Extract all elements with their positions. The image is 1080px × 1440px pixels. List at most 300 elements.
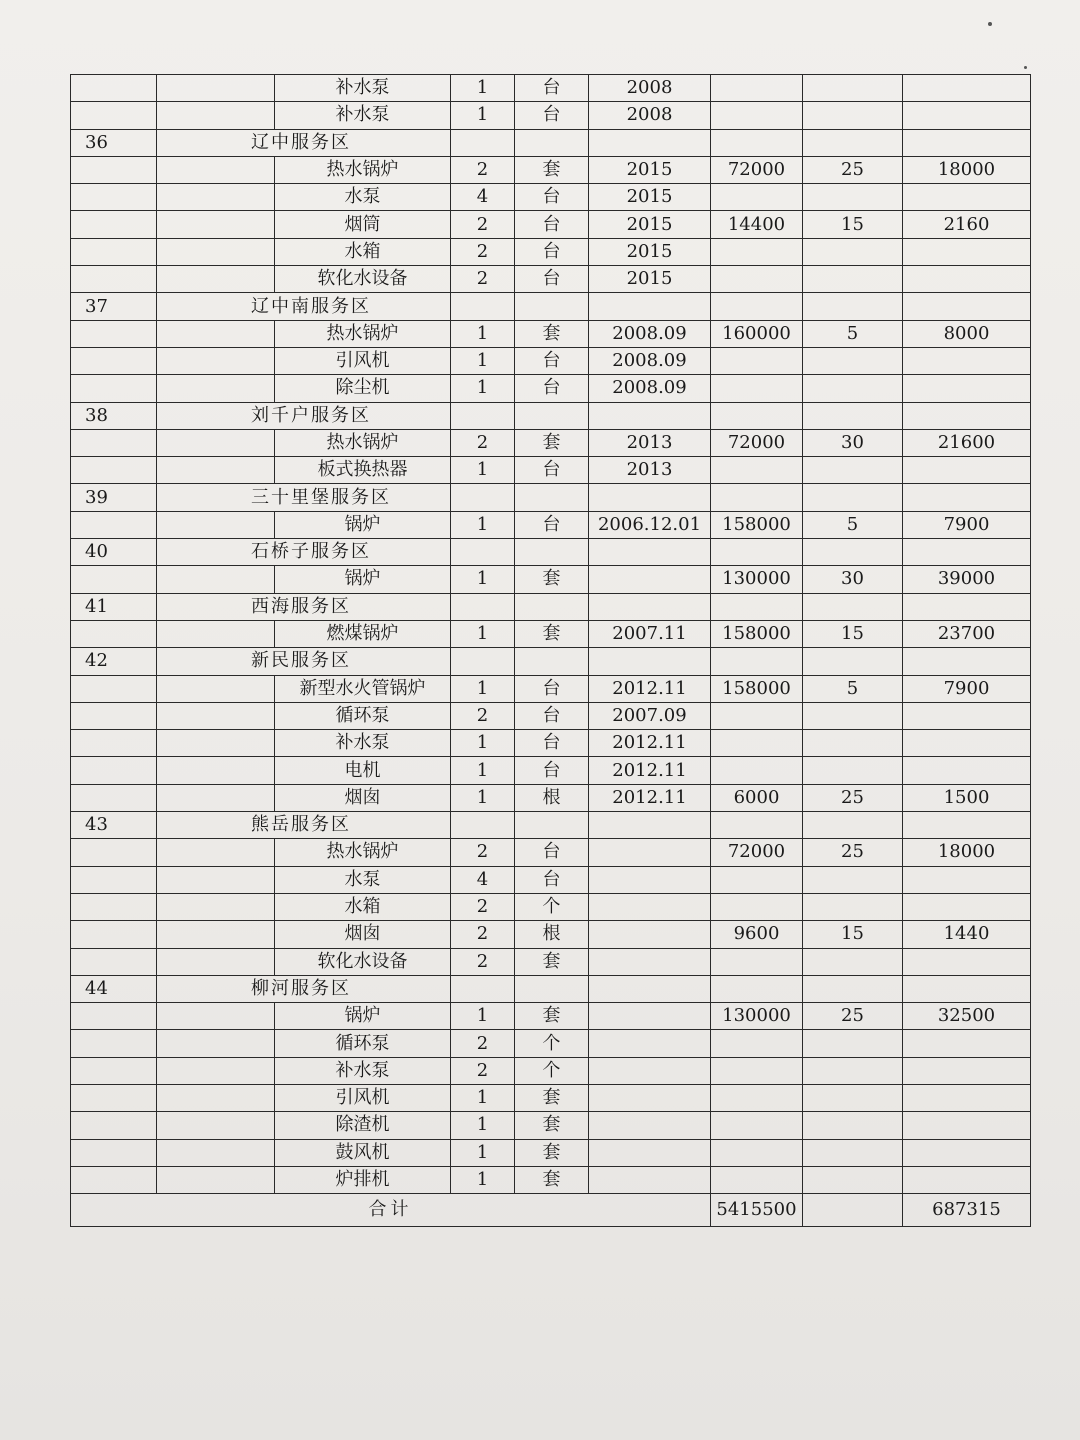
empty-cell [451, 975, 515, 1002]
rate-cell [803, 675, 903, 702]
date-cell [589, 429, 711, 456]
number-cell [71, 266, 157, 293]
quantity-cell-text: 1 [476, 759, 489, 781]
item-name-cell-text: 引风机 [335, 350, 390, 372]
empty-cell [903, 648, 1031, 675]
quantity-cell [451, 375, 515, 402]
rate-cell-text: 15 [841, 923, 864, 945]
site-cell [157, 1166, 275, 1193]
amount-cell [903, 511, 1031, 538]
unit-cell-text: 个 [542, 1059, 561, 1081]
site-number-cell-text: 41 [85, 595, 108, 617]
equipment-table-wrapper [70, 74, 1030, 1227]
empty-cell [903, 484, 1031, 511]
unit-cell [515, 511, 589, 538]
table-row [71, 921, 1031, 948]
amount-cell [903, 866, 1031, 893]
value-cell [711, 1084, 803, 1111]
amount-cell-text: 2160 [943, 213, 990, 235]
amount-cell [903, 1030, 1031, 1057]
quantity-cell [451, 1166, 515, 1193]
value-cell [711, 702, 803, 729]
site-cell [157, 375, 275, 402]
site-cell [157, 429, 275, 456]
date-cell [589, 1084, 711, 1111]
quantity-cell [451, 347, 515, 374]
unit-cell [515, 1030, 589, 1057]
quantity-cell [451, 1030, 515, 1057]
rate-cell-text: 30 [841, 568, 864, 590]
amount-cell-text: 7900 [943, 677, 990, 699]
amount-cell [903, 375, 1031, 402]
quantity-cell-text: 1 [476, 1141, 489, 1163]
empty-cell [711, 484, 803, 511]
number-cell [71, 1057, 157, 1084]
quantity-cell [451, 457, 515, 484]
item-name-cell [275, 211, 451, 238]
rate-cell [803, 1057, 903, 1084]
rate-cell [803, 948, 903, 975]
quantity-cell-text: 2 [476, 923, 489, 945]
item-name-cell [275, 238, 451, 265]
table-row [71, 948, 1031, 975]
site-number-cell [71, 975, 157, 1002]
date-cell-text: 2006.12.01 [597, 513, 702, 535]
unit-cell-text: 台 [542, 213, 561, 235]
value-cell [711, 893, 803, 920]
rate-cell [803, 1139, 903, 1166]
empty-cell [589, 593, 711, 620]
site-cell [157, 75, 275, 102]
item-name-cell-text: 补水泵 [335, 1059, 390, 1081]
site-name-cell-text: 刘千户服务区 [251, 404, 371, 426]
value-cell [711, 102, 803, 129]
number-cell [71, 948, 157, 975]
unit-cell [515, 238, 589, 265]
empty-cell [711, 402, 803, 429]
amount-cell [903, 839, 1031, 866]
number-cell [71, 1030, 157, 1057]
rate-cell [803, 184, 903, 211]
date-cell [589, 266, 711, 293]
site-cell [157, 866, 275, 893]
quantity-cell [451, 511, 515, 538]
item-name-cell [275, 511, 451, 538]
table-row [71, 784, 1031, 811]
number-cell [71, 375, 157, 402]
site-number-cell [71, 648, 157, 675]
rate-cell-text: 5 [846, 322, 859, 344]
rate-cell [803, 1084, 903, 1111]
unit-cell [515, 75, 589, 102]
empty-cell [515, 539, 589, 566]
empty-cell [589, 402, 711, 429]
site-cell [157, 102, 275, 129]
quantity-cell [451, 429, 515, 456]
unit-cell-text: 套 [542, 1114, 561, 1136]
table-row [71, 1166, 1031, 1193]
site-cell [157, 948, 275, 975]
table-row [71, 511, 1031, 538]
rate-cell-text: 15 [841, 623, 864, 645]
date-cell [589, 75, 711, 102]
table-row [71, 1057, 1031, 1084]
unit-cell [515, 566, 589, 593]
value-cell-text: 158000 [722, 513, 791, 535]
site-cell [157, 266, 275, 293]
table-row [71, 757, 1031, 784]
unit-cell-text: 套 [542, 1005, 561, 1027]
empty-cell [803, 975, 903, 1002]
quantity-cell-text: 1 [476, 677, 489, 699]
number-cell [71, 1166, 157, 1193]
value-cell [711, 457, 803, 484]
rate-cell-text: 25 [841, 841, 864, 863]
item-name-cell [275, 675, 451, 702]
date-cell [589, 511, 711, 538]
amount-cell-text: 39000 [937, 568, 996, 590]
item-name-cell-text: 循环泵 [335, 1032, 390, 1054]
empty-cell [903, 129, 1031, 156]
unit-cell [515, 620, 589, 647]
number-cell [71, 184, 157, 211]
value-cell [711, 948, 803, 975]
empty-cell [589, 648, 711, 675]
unit-cell [515, 866, 589, 893]
number-cell [71, 429, 157, 456]
amount-cell-text: 21600 [937, 432, 996, 453]
empty-cell [803, 1194, 903, 1227]
quantity-cell [451, 566, 515, 593]
unit-cell-text: 台 [542, 350, 561, 372]
date-cell [589, 702, 711, 729]
number-cell [71, 866, 157, 893]
number-cell [71, 675, 157, 702]
item-name-cell [275, 457, 451, 484]
item-name-cell [275, 839, 451, 866]
amount-cell [903, 948, 1031, 975]
unit-cell-text: 台 [542, 868, 561, 890]
empty-cell [589, 812, 711, 839]
item-name-cell-text: 烟囱 [344, 923, 381, 945]
site-name-cell [157, 648, 451, 675]
unit-cell-text: 台 [542, 841, 561, 863]
site-number-cell [71, 812, 157, 839]
item-name-cell-text: 电机 [344, 759, 381, 781]
table-row [71, 702, 1031, 729]
item-name-cell [275, 893, 451, 920]
quantity-cell-text: 1 [476, 104, 489, 126]
empty-cell [803, 539, 903, 566]
item-name-cell [275, 320, 451, 347]
site-cell [157, 893, 275, 920]
table-row [71, 375, 1031, 402]
item-name-cell [275, 156, 451, 183]
empty-cell [803, 812, 903, 839]
site-name-cell-text: 三十里堡服务区 [251, 486, 391, 508]
date-cell [589, 1057, 711, 1084]
item-name-cell-text: 水箱 [344, 240, 381, 262]
site-name-cell [157, 129, 451, 156]
empty-cell [711, 648, 803, 675]
table-row [71, 156, 1031, 183]
site-number-cell-text: 40 [85, 541, 108, 563]
site-name-cell-text: 辽中服务区 [251, 131, 351, 153]
amount-cell-text: 32500 [937, 1005, 996, 1027]
item-name-cell-text: 软化水设备 [317, 268, 408, 290]
empty-cell [803, 402, 903, 429]
quantity-cell-text: 1 [476, 459, 489, 481]
quantity-cell [451, 757, 515, 784]
unit-cell-text: 个 [542, 896, 561, 918]
item-name-cell-text: 锅炉 [344, 513, 381, 535]
empty-cell [711, 812, 803, 839]
total-label-cell: 合计 [71, 1194, 711, 1227]
quantity-cell-text: 1 [476, 568, 489, 590]
value-cell-text: 72000 [727, 159, 786, 181]
rate-cell [803, 921, 903, 948]
number-cell [71, 566, 157, 593]
site-cell [157, 1084, 275, 1111]
unit-cell-text: 套 [542, 322, 561, 344]
value-cell [711, 1139, 803, 1166]
unit-cell [515, 948, 589, 975]
item-name-cell [275, 1030, 451, 1057]
table-row [71, 320, 1031, 347]
unit-cell-text: 套 [542, 1169, 561, 1191]
table-row [71, 1030, 1031, 1057]
site-row [71, 484, 1031, 511]
value-cell-text: 158000 [722, 623, 791, 645]
table-row [71, 566, 1031, 593]
value-cell [711, 730, 803, 757]
site-name-cell [157, 812, 451, 839]
empty-cell [515, 593, 589, 620]
unit-cell [515, 675, 589, 702]
quantity-cell-text: 1 [476, 77, 489, 99]
date-cell-text: 2015 [626, 268, 673, 290]
paper-speck [1024, 66, 1027, 69]
value-cell [711, 1030, 803, 1057]
amount-cell [903, 347, 1031, 374]
value-cell [711, 320, 803, 347]
amount-cell [903, 921, 1031, 948]
quantity-cell-text: 2 [476, 841, 489, 863]
unit-cell-text: 根 [542, 923, 561, 945]
table-row [71, 75, 1031, 102]
rate-cell [803, 1003, 903, 1030]
table-row [71, 1084, 1031, 1111]
site-name-cell-text: 西海服务区 [251, 595, 351, 617]
amount-cell [903, 211, 1031, 238]
site-cell [157, 784, 275, 811]
empty-cell [803, 593, 903, 620]
date-cell-text: 2007.11 [612, 623, 687, 645]
empty-cell [803, 129, 903, 156]
amount-cell [903, 156, 1031, 183]
table-row [71, 866, 1031, 893]
value-cell-text: 160000 [722, 322, 791, 344]
date-cell [589, 730, 711, 757]
empty-cell [903, 539, 1031, 566]
amount-cell [903, 784, 1031, 811]
amount-cell-text: 18000 [937, 841, 996, 863]
unit-cell-text: 台 [542, 459, 561, 481]
value-cell [711, 75, 803, 102]
amount-cell [903, 1166, 1031, 1193]
site-cell [157, 511, 275, 538]
number-cell [71, 784, 157, 811]
rate-cell-text: 25 [841, 1005, 864, 1027]
date-cell [589, 102, 711, 129]
unit-cell [515, 1084, 589, 1111]
amount-cell [903, 1139, 1031, 1166]
item-name-cell [275, 1003, 451, 1030]
table-row [71, 675, 1031, 702]
site-cell [157, 211, 275, 238]
rate-cell [803, 893, 903, 920]
empty-cell [451, 402, 515, 429]
value-cell [711, 1166, 803, 1193]
site-cell [157, 1112, 275, 1139]
date-cell-text: 2012.11 [612, 732, 687, 754]
table-row [71, 347, 1031, 374]
date-cell [589, 1030, 711, 1057]
quantity-cell [451, 75, 515, 102]
rate-cell [803, 238, 903, 265]
item-name-cell-text: 水泵 [344, 868, 381, 890]
rate-cell [803, 757, 903, 784]
value-cell [711, 375, 803, 402]
value-cell-text: 158000 [722, 677, 791, 699]
date-cell [589, 184, 711, 211]
rate-cell [803, 75, 903, 102]
value-cell-text: 72000 [727, 432, 786, 453]
item-name-cell-text: 锅炉 [344, 1005, 381, 1027]
quantity-cell-text: 2 [476, 213, 489, 235]
unit-cell [515, 1139, 589, 1166]
item-name-cell-text: 热水锅炉 [326, 159, 399, 181]
site-cell [157, 757, 275, 784]
item-name-cell-text: 炉排机 [335, 1169, 390, 1191]
item-name-cell-text: 热水锅炉 [326, 322, 399, 344]
unit-cell [515, 320, 589, 347]
empty-cell [451, 484, 515, 511]
table-row [71, 1112, 1031, 1139]
site-row [71, 539, 1031, 566]
quantity-cell-text: 1 [476, 786, 489, 808]
date-cell-text: 2013 [626, 432, 673, 453]
unit-cell-text: 套 [542, 1087, 561, 1109]
unit-cell [515, 347, 589, 374]
value-cell [711, 347, 803, 374]
empty-cell [803, 648, 903, 675]
site-number-cell [71, 402, 157, 429]
site-row [71, 129, 1031, 156]
value-cell [711, 211, 803, 238]
site-number-cell [71, 129, 157, 156]
table-row [71, 620, 1031, 647]
amount-cell [903, 429, 1031, 456]
value-cell [711, 757, 803, 784]
unit-cell [515, 375, 589, 402]
empty-cell [589, 539, 711, 566]
item-name-cell-text: 燃煤锅炉 [326, 623, 399, 645]
site-name-cell [157, 293, 451, 320]
table-row [71, 184, 1031, 211]
total-row [71, 1194, 1031, 1227]
number-cell [71, 102, 157, 129]
unit-cell-text: 套 [542, 623, 561, 645]
quantity-cell-text: 1 [476, 513, 489, 535]
empty-cell [589, 293, 711, 320]
rate-cell [803, 1112, 903, 1139]
site-number-cell [71, 539, 157, 566]
empty-cell [711, 129, 803, 156]
quantity-cell-text: 2 [476, 268, 489, 290]
site-cell [157, 1139, 275, 1166]
value-cell [711, 1057, 803, 1084]
number-cell [71, 921, 157, 948]
empty-cell [451, 539, 515, 566]
empty-cell [451, 593, 515, 620]
amount-cell-text: 23700 [937, 623, 996, 645]
empty-cell [903, 975, 1031, 1002]
quantity-cell-text: 2 [476, 159, 489, 181]
site-row [71, 293, 1031, 320]
date-cell-text: 2007.09 [612, 704, 687, 726]
date-cell-text: 2012.11 [612, 786, 687, 808]
number-cell [71, 75, 157, 102]
value-cell [711, 566, 803, 593]
unit-cell [515, 1003, 589, 1030]
quantity-cell-text: 2 [476, 896, 489, 918]
quantity-cell [451, 1139, 515, 1166]
amount-cell-text: 1440 [943, 923, 990, 945]
date-cell [589, 457, 711, 484]
site-name-cell [157, 539, 451, 566]
value-cell [711, 866, 803, 893]
empty-cell [803, 293, 903, 320]
number-cell [71, 238, 157, 265]
unit-cell [515, 429, 589, 456]
table-row [71, 211, 1031, 238]
quantity-cell [451, 1057, 515, 1084]
quantity-cell [451, 1084, 515, 1111]
amount-cell-text: 7900 [943, 513, 990, 535]
quantity-cell [451, 1003, 515, 1030]
unit-cell-text: 台 [542, 513, 561, 535]
rate-cell-text: 5 [846, 513, 859, 535]
date-cell [589, 375, 711, 402]
amount-cell [903, 893, 1031, 920]
amount-cell [903, 457, 1031, 484]
quantity-cell [451, 211, 515, 238]
site-cell [157, 730, 275, 757]
quantity-cell [451, 675, 515, 702]
site-cell [157, 620, 275, 647]
value-cell [711, 429, 803, 456]
item-name-cell [275, 347, 451, 374]
value-cell-text: 9600 [733, 923, 780, 945]
date-cell-text: 2012.11 [612, 677, 687, 699]
empty-cell [903, 402, 1031, 429]
amount-cell [903, 675, 1031, 702]
quantity-cell-text: 1 [476, 322, 489, 344]
date-cell [589, 1166, 711, 1193]
rate-cell [803, 866, 903, 893]
site-cell [157, 238, 275, 265]
